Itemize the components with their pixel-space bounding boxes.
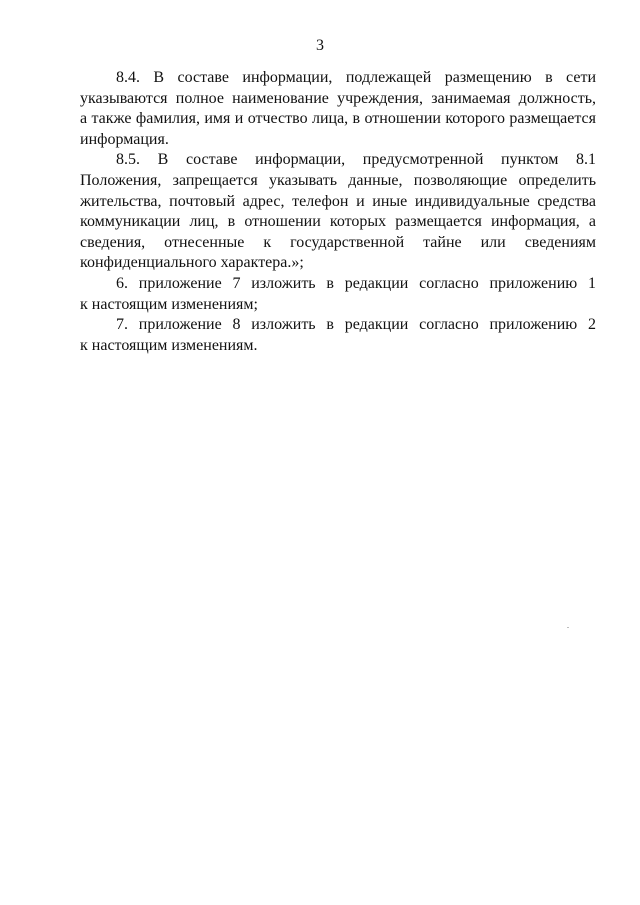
text-line: указываются полное наименование учреждения, занимаемая должность,	[80, 89, 596, 107]
paragraph-8-4	[80, 68, 596, 150]
page-number: 3	[316, 37, 324, 54]
text-line: 7. приложение 8 изложить в редакции согласно приложению 2	[116, 316, 596, 334]
paragraph-8-5	[80, 150, 596, 274]
text-line: информация.	[80, 130, 169, 148]
text-line: Положения, запрещается указывать данные, позволяющие определить	[80, 171, 596, 189]
scan-speck	[567, 627, 569, 628]
paragraph-7	[80, 315, 596, 356]
paragraph-6	[80, 274, 596, 315]
text-line: к настоящим изменениям.	[80, 336, 258, 354]
text-line: жительства, почтовый адрес, телефон и иные индивидуальные средства	[80, 192, 596, 210]
text-line: к настоящим изменениям;	[80, 295, 258, 313]
text-line: а также фамилия, имя и отчество лица, в отношении которого размещается	[80, 110, 596, 128]
text-line: сведения, отнесенные к государственной тайне или сведениям	[80, 233, 596, 251]
document-body	[80, 68, 596, 356]
text-line: 8.4. В составе информации, подлежащей размещению в сети	[116, 69, 596, 86]
text-line: коммуникации лиц, в отношении которых размещается информация, а	[80, 213, 596, 231]
text-line: 8.5. В составе информации, предусмотренной пунктом 8.1	[116, 151, 596, 169]
text-line: конфиденциального характера.»;	[80, 254, 304, 272]
text-line: 6. приложение 7 изложить в редакции согласно приложению 1	[116, 274, 596, 292]
